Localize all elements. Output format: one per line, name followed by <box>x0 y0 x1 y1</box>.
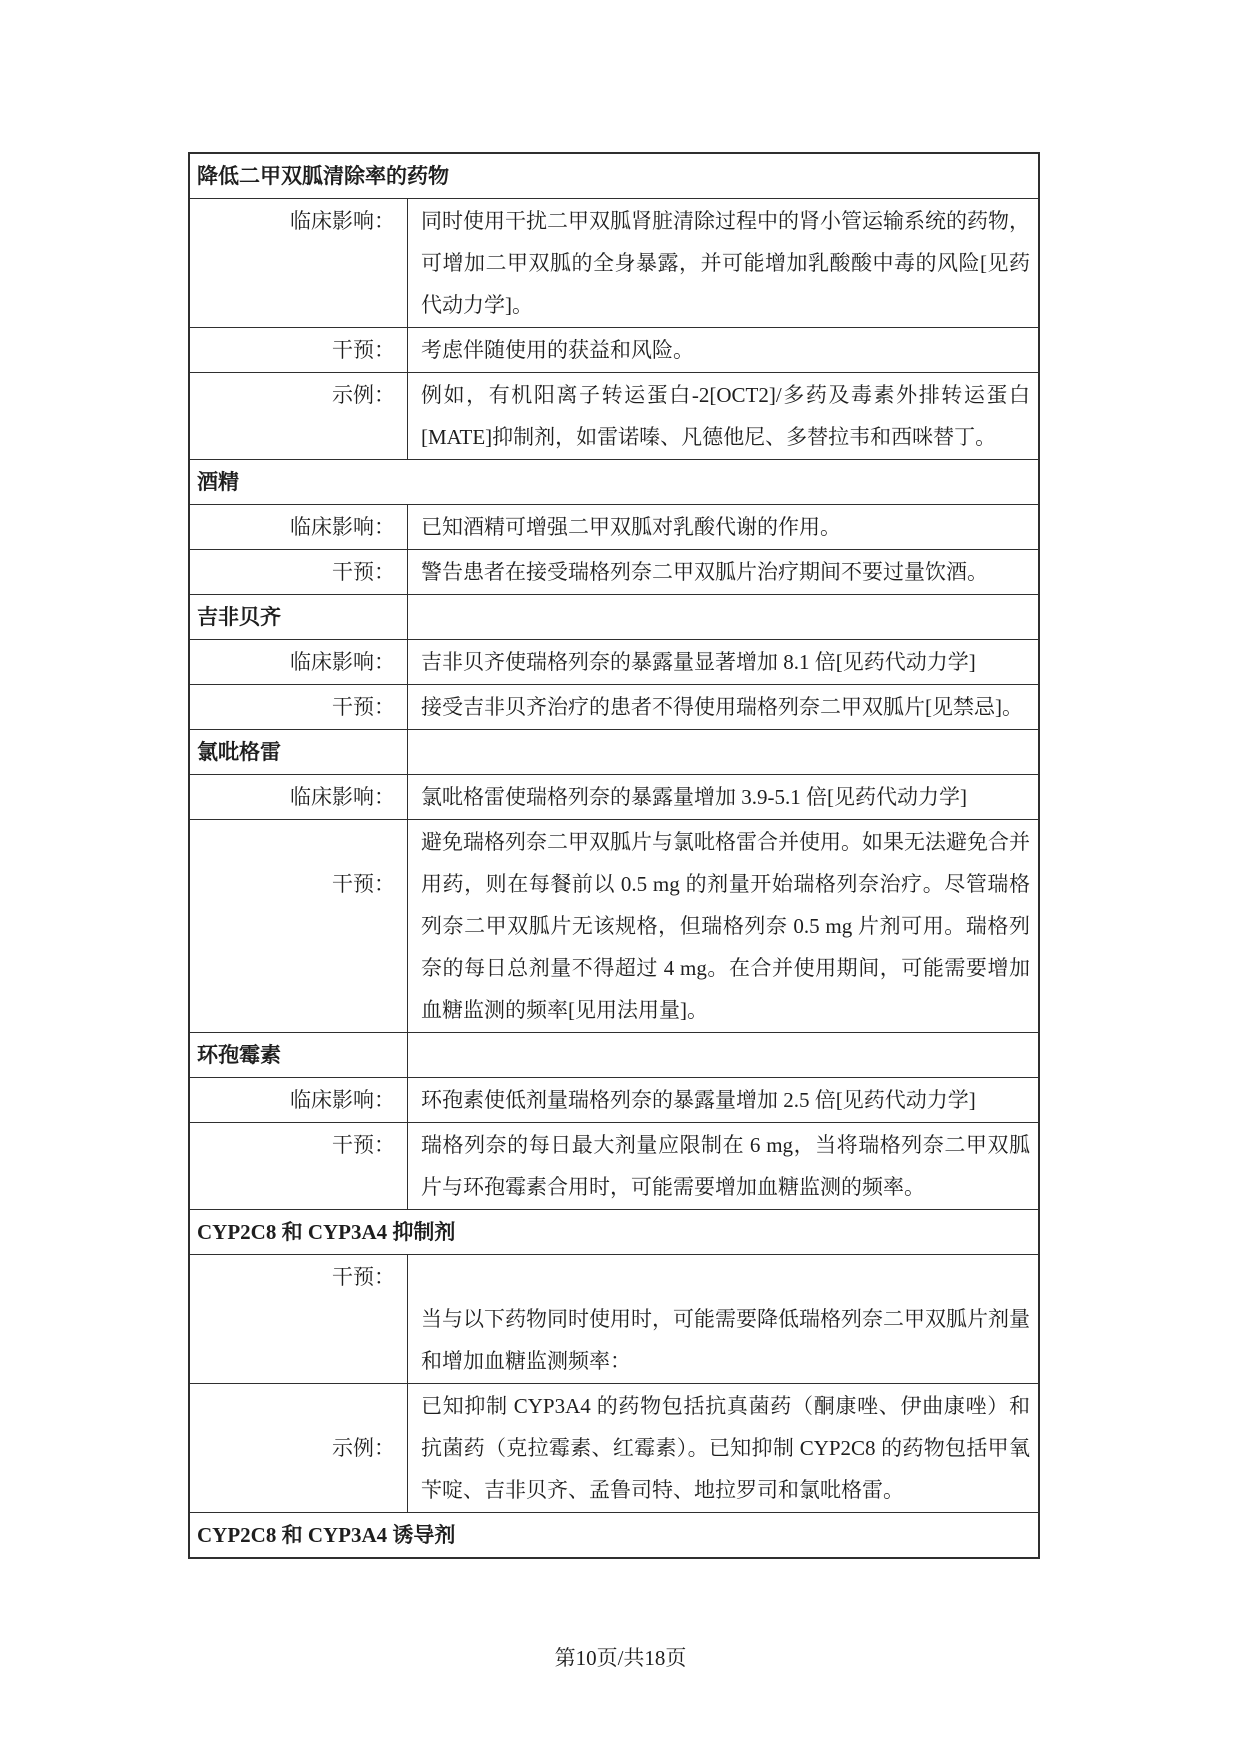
empty-cell <box>408 730 1038 774</box>
section-header-row <box>190 1209 1038 1254</box>
row-label: 临床影响： <box>190 640 408 684</box>
row-label: 干预： <box>190 550 408 594</box>
row-content: 避免瑞格列奈二甲双胍片与氯吡格雷合并使用。如果无法避免合并用药，则在每餐前以 0.5 mg 的剂量开始瑞格列奈治疗。尽管瑞格列奈二甲双胍片无该规格，但瑞格列奈 0.5 mg 片剂可用。瑞格列奈的每日总剂量不得超过 4 mg。在合并使用期间，可能需要增加血糖监测的频率[见用法用量]。 <box>421 830 1030 1022</box>
row-content: 例如，有机阳离子转运蛋白-2[OCT2]/多药及毒素外排转运蛋白[MATE]抑制剂，如雷诺嗪、凡德他尼、多替拉韦和西咪替丁。 <box>421 383 1030 449</box>
row-content: 已知抑制 CYP3A4 的药物包括抗真菌药（酮康唑、伊曲康唑）和抗菌药（克拉霉素、红霉素）。已知抑制 CYP2C8 的药物包括甲氧苄啶、吉非贝齐、孟鲁司特、地拉罗司和氯吡格雷。 <box>421 1394 1030 1502</box>
row-label: 示例： <box>190 373 408 459</box>
row-label: 干预： <box>190 820 408 1032</box>
row-label: 干预： <box>190 1123 408 1209</box>
row-content: 氯吡格雷使瑞格列奈的暴露量增加 3.9-5.1 倍[见药代动力学] <box>421 785 967 809</box>
drug-interaction-table <box>188 152 1040 1559</box>
table-row <box>190 327 1038 372</box>
section-header: 氯吡格雷 <box>190 730 408 774</box>
table-row <box>190 1122 1038 1209</box>
row-content: 警告患者在接受瑞格列奈二甲双胍片治疗期间不要过量饮酒。 <box>421 560 988 584</box>
table-row <box>190 774 1038 819</box>
empty-cell <box>408 595 1038 639</box>
section-header-row <box>190 1032 1038 1077</box>
row-label: 临床影响： <box>190 199 408 327</box>
section-header: 酒精 <box>197 470 239 494</box>
row-content: 环孢素使低剂量瑞格列奈的暴露量增加 2.5 倍[见药代动力学] <box>421 1088 976 1112</box>
table-row <box>190 372 1038 459</box>
row-label: 临床影响： <box>190 775 408 819</box>
row-content: 吉非贝齐使瑞格列奈的暴露量显著增加 8.1 倍[见药代动力学] <box>421 650 976 674</box>
section-header-row <box>190 1512 1038 1557</box>
section-header: CYP2C8 和 CYP3A4 抑制剂 <box>197 1220 456 1244</box>
table-row <box>190 1383 1038 1512</box>
table-row <box>190 549 1038 594</box>
section-header: 降低二甲双胍清除率的药物 <box>197 164 449 188</box>
row-label: 干预： <box>190 328 408 372</box>
table-row <box>190 1077 1038 1122</box>
section-header-row <box>190 154 1038 198</box>
row-label: 临床影响： <box>190 505 408 549</box>
section-header: CYP2C8 和 CYP3A4 诱导剂 <box>197 1523 456 1547</box>
row-content: 瑞格列奈的每日最大剂量应限制在 6 mg，当将瑞格列奈二甲双胍片与环孢霉素合用时，可能需要增加血糖监测的频率。 <box>421 1133 1030 1199</box>
table-row <box>190 639 1038 684</box>
section-header: 吉非贝齐 <box>190 595 408 639</box>
row-label: 干预： <box>190 1255 408 1383</box>
table-row <box>190 198 1038 327</box>
section-header-row <box>190 459 1038 504</box>
table-row <box>190 1254 1038 1383</box>
section-header: 环孢霉素 <box>190 1033 408 1077</box>
empty-cell <box>408 1033 1038 1077</box>
table-row <box>190 819 1038 1032</box>
table-row <box>190 684 1038 729</box>
section-header-row <box>190 594 1038 639</box>
row-label: 干预： <box>190 685 408 729</box>
row-content: 当与以下药物同时使用时，可能需要降低瑞格列奈二甲双胍片剂量和增加血糖监测频率： <box>421 1307 1030 1373</box>
row-content: 同时使用干扰二甲双胍肾脏清除过程中的肾小管运输系统的药物，可增加二甲双胍的全身暴露，并可能增加乳酸酸中毒的风险[见药代动力学]。 <box>421 209 1030 317</box>
row-content: 已知酒精可增强二甲双胍对乳酸代谢的作用。 <box>421 515 841 539</box>
row-content: 考虑伴随使用的获益和风险。 <box>421 338 694 362</box>
row-label: 临床影响： <box>190 1078 408 1122</box>
section-header-row <box>190 729 1038 774</box>
table-row <box>190 504 1038 549</box>
page-number: 第10页/共18页 <box>554 1646 687 1670</box>
row-content: 接受吉非贝齐治疗的患者不得使用瑞格列奈二甲双胍片[见禁忌]。 <box>421 695 1023 719</box>
row-label: 示例： <box>190 1384 408 1512</box>
